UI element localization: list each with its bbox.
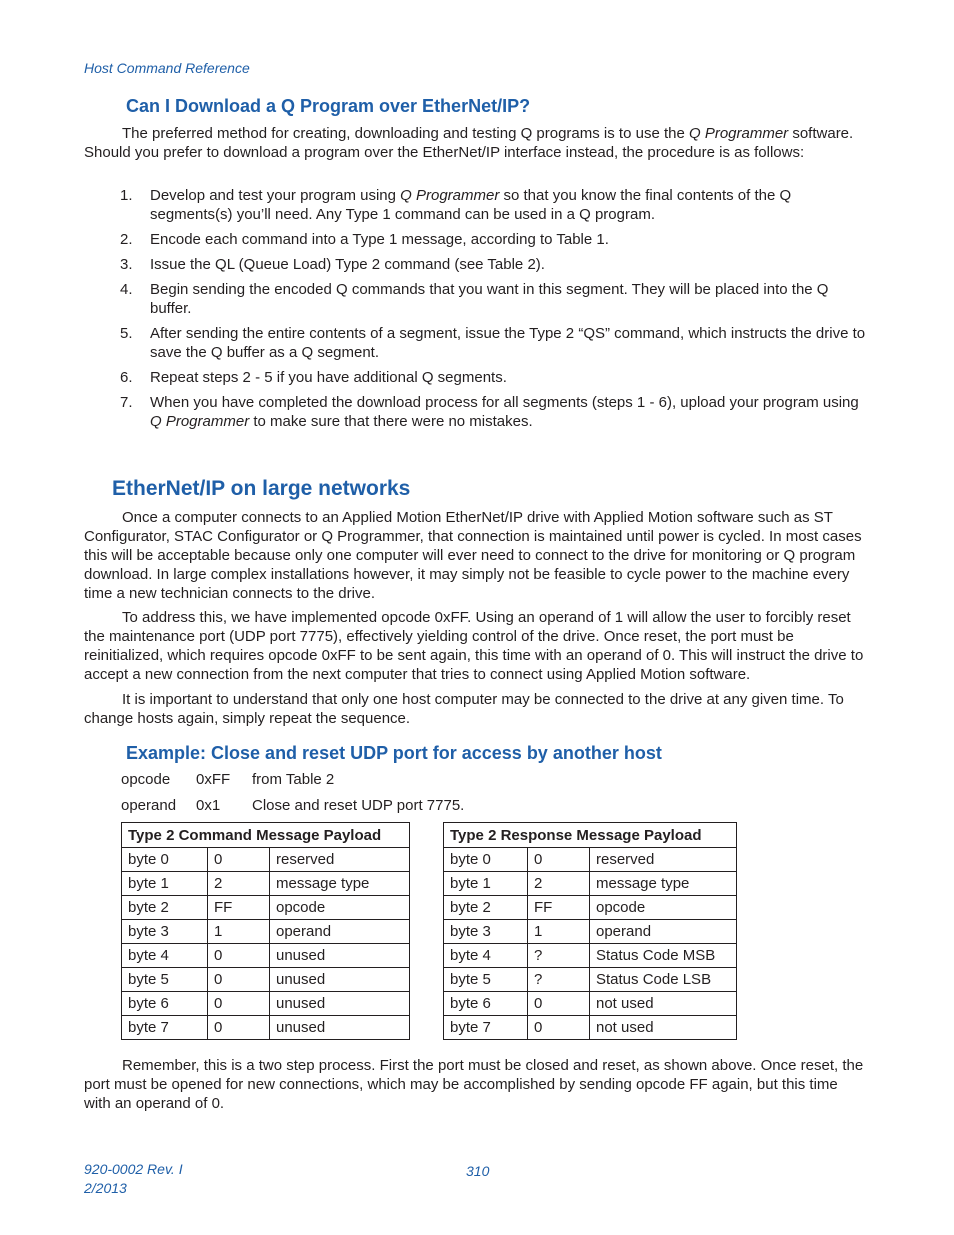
table-row: byte 4 0 unused: [122, 944, 410, 968]
command-table-title: Type 2 Command Message Payload: [122, 823, 410, 848]
list-item: 1. Develop and test your program using Q Programmer so that you know the final contents of the Q segments(s) you’ll need. Any Type 1 command can be used in a Q program.: [120, 187, 792, 223]
table-row: byte 5 0 unused: [122, 968, 410, 992]
table-row: byte 1 2 message type: [444, 872, 737, 896]
response-payload-table: [443, 822, 737, 1040]
footer-doc-info: [84, 1160, 183, 1198]
list-item: 3. Issue the QL (Queue Load) Type 2 command (see Table 2).: [120, 256, 545, 273]
table-row: byte 2 FF opcode: [444, 896, 737, 920]
intro-text: The preferred method for creating, downloading and testing Q programs is to use the: [122, 125, 689, 142]
closing-paragraph: Remember, this is a two step process. First the port must be closed and reset, as shown above. Once reset, the port must be opened for new connections, which may be accomplished by sending opcode FF again, but this time with an operand of 0.: [84, 1057, 864, 1112]
example-heading: Example: Close and reset UDP port for access by another host: [126, 743, 662, 763]
large-networks-heading: EtherNet/IP on large networks: [112, 477, 411, 500]
operand-label: operand: [121, 797, 177, 814]
table-row: byte 6 0 unused: [122, 992, 410, 1016]
table-row: byte 3 1 operand: [444, 920, 737, 944]
running-header: Host Command Reference: [84, 60, 250, 76]
q-program-intro: [84, 124, 868, 162]
doc-number: 920-0002 Rev. I: [84, 1161, 183, 1177]
operand-description: Close and reset UDP port 7775.: [252, 797, 465, 814]
operand-row: [121, 797, 621, 817]
opcode-row: [121, 771, 621, 791]
page-number: 310: [466, 1163, 490, 1179]
command-payload-table: [121, 822, 410, 1040]
download-steps-list: [84, 186, 868, 437]
response-table-title: Type 2 Response Message Payload: [444, 823, 737, 848]
table-row: byte 7 0 unused: [122, 1016, 410, 1040]
table-row: byte 1 2 message type: [122, 872, 410, 896]
table-row: byte 2 FF opcode: [122, 896, 410, 920]
opcode-description: from Table 2: [252, 771, 335, 788]
list-item: 6. Repeat steps 2 - 5 if you have additional Q segments.: [120, 369, 507, 386]
list-item: 7. When you have completed the download process for all segments (steps 1 - 6), upload your program using Q Programmer to make sure that there were no mistakes.: [120, 394, 859, 430]
opcode-value: 0xFF: [196, 771, 231, 788]
list-item: 5. After sending the entire contents of a segment, issue the Type 2 “QS” command, which instructs the drive to save the Q buffer as a Q segment.: [120, 325, 866, 361]
intro-text-end: software. Should you prefer to download a program over the EtherNet/IP interface instead, the procedure is as follows:: [84, 125, 854, 161]
intro-italic: Q Programmer: [688, 125, 789, 142]
opcode-label: opcode: [121, 771, 171, 788]
table-row: byte 0 0 reserved: [444, 848, 737, 872]
doc-date: 2/2013: [84, 1180, 127, 1196]
table-row: byte 0 0 reserved: [122, 848, 410, 872]
large-networks-paragraph-2: To address this, we have implemented opcode 0xFF. Using an operand of 1 will allow the user to forcibly reset the maintenance port (UDP port 7775), effectively yielding control of the drive. Once reset, the port must be reinitialized, which requires opcode 0xFF to be sent again, this time with an operand of 0. This will instruct the drive to accept a new connection from the next computer that tries to connect using Applied Motion software.: [84, 609, 864, 683]
table-row: byte 4 ? Status Code MSB: [444, 944, 737, 968]
list-item: 4. Begin sending the encoded Q commands that you want in this segment. They will be placed into the Q buffer.: [120, 281, 829, 317]
table-row: byte 7 0 not used: [444, 1016, 737, 1040]
q-program-heading: Can I Download a Q Program over EtherNet/IP?: [126, 96, 531, 116]
operand-value: 0x1: [196, 797, 221, 814]
large-networks-paragraph-3: It is important to understand that only one host computer may be connected to the drive at any given time. To change hosts again, simply repeat the sequence.: [84, 691, 844, 727]
large-networks-paragraph-1: Once a computer connects to an Applied Motion EtherNet/IP drive with Applied Motion software such as ST Configurator, STAC Configurator or Q Programmer, that connection is maintained until power is cycled. In most cases this will be acceptable because only one computer will ever need to connect to the drive for monitoring or Q program download. In large complex installations however, it may simply not be feasible to cycle power to the machine every time a new technician connects to the drive.: [84, 509, 862, 602]
table-row: byte 5 ? Status Code LSB: [444, 968, 737, 992]
table-row: byte 6 0 not used: [444, 992, 737, 1016]
list-item: 2. Encode each command into a Type 1 message, according to Table 1.: [120, 231, 609, 248]
table-row: byte 3 1 operand: [122, 920, 410, 944]
